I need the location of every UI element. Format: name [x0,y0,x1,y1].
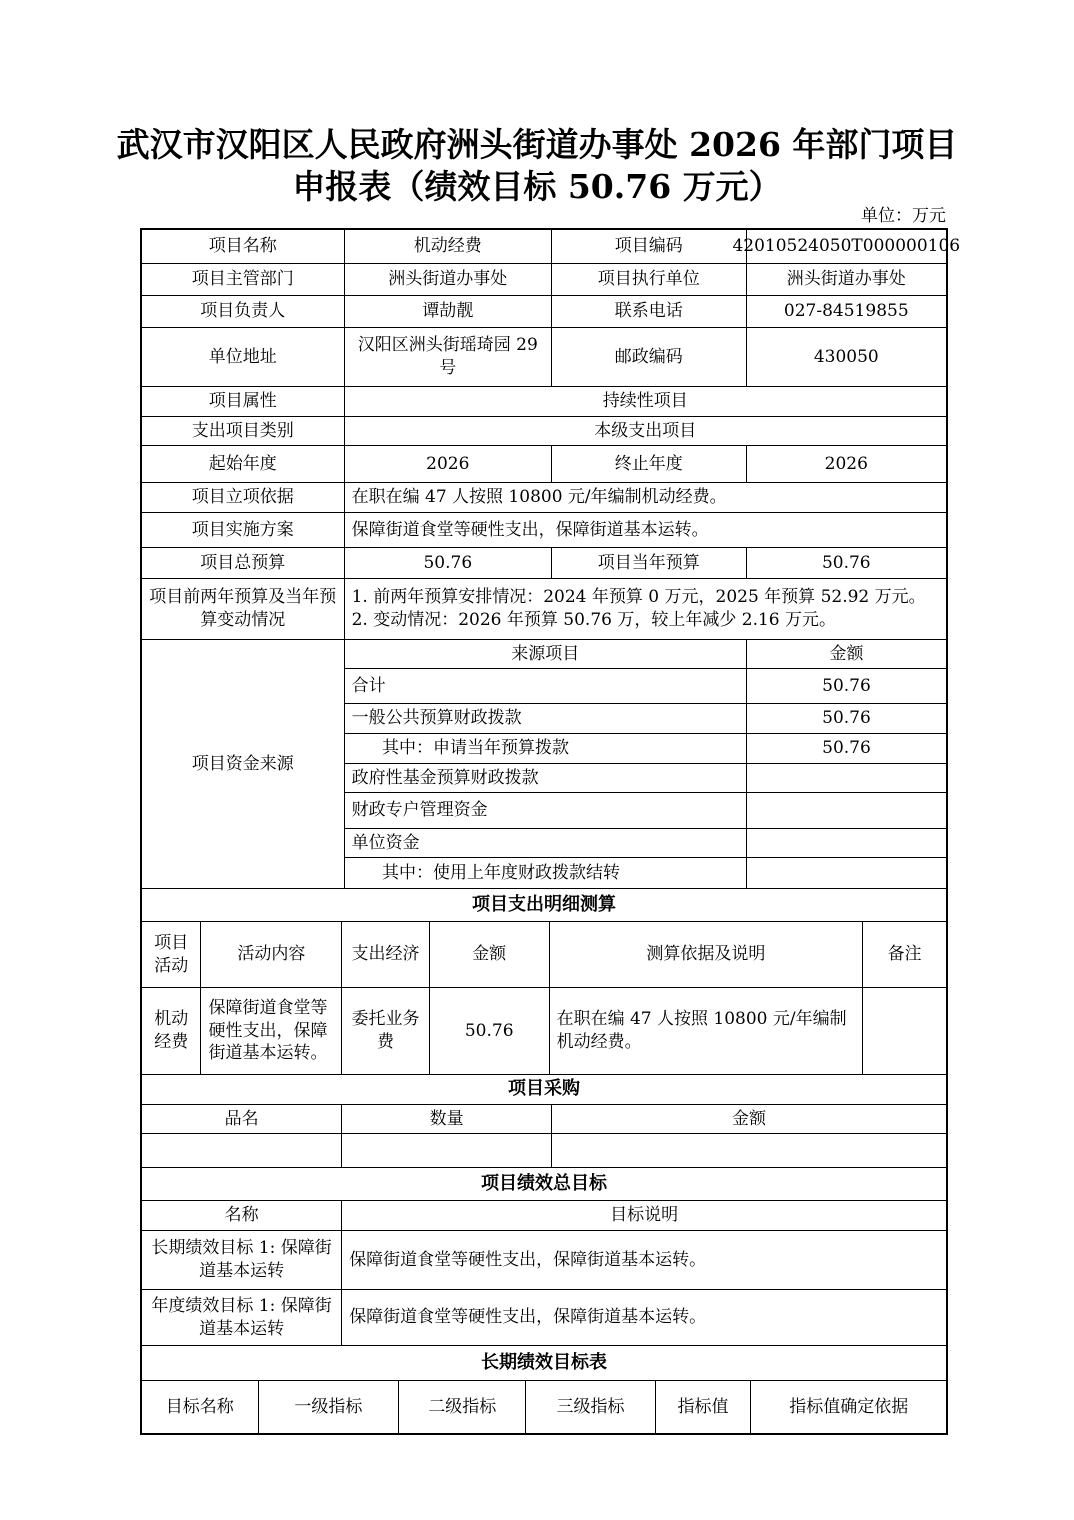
unit-note: 单位：万元 [861,206,946,226]
longterm-col-indicator-value: 指标值 [656,1381,752,1433]
table-row-basis [142,483,946,513]
procurement-col-quantity: 数量 [342,1105,552,1133]
value-implementation-plan: 保障街道食堂等硬性支出，保障街道基本运转。 [351,519,709,540]
funding-rows [345,640,946,888]
funding-row-govt-fund [345,764,946,793]
goal-longterm-name: 长期绩效目标 1: 保障街道基本运转 [142,1231,342,1289]
label-current-year-budget: 项目当年预算 [552,548,747,578]
detail-col-content: 活动内容 [201,922,342,987]
procurement-header-row [142,1105,946,1134]
project-declaration-table [140,228,961,1435]
document-title-line1: 武汉市汉阳区人民政府洲头街道办事处 2026 年部门项目 [116,125,958,164]
funding-amount-unit-funds [747,829,946,857]
label-contact-phone: 联系电话 [552,296,747,327]
detail-amount: 50.76 [430,988,550,1074]
procurement-empty-row [142,1134,946,1168]
table-row-dept [142,264,946,296]
value-current-year-budget: 50.76 [821,552,871,573]
detail-col-amount: 金额 [430,922,550,987]
detail-col-activity: 项目活动 [142,922,201,987]
funding-row-fiscal-account [345,793,946,829]
label-supervising-dept: 项目主管部门 [142,264,345,295]
funding-source-unit-funds: 单位资金 [345,829,747,857]
goals-title: 项目绩效总目标 [481,1172,607,1194]
longterm-title: 长期绩效目标表 [481,1351,607,1373]
budget-history-line1: 1. 前两年预算安排情况：2024 年预算 0 万元，2025 年预算 52.92 万元。 [351,587,926,608]
funding-amount-current-year-request: 50.76 [822,738,871,759]
label-budget-history: 项目前两年预算及当年预算变动情况 [142,579,345,639]
value-contact-phone: 027-84519855 [783,301,909,322]
funding-col-source: 来源项目 [345,640,747,668]
value-total-budget: 50.76 [345,548,552,578]
funding-row-total [345,669,946,704]
longterm-title-row [142,1346,946,1381]
label-executing-unit: 项目执行单位 [552,264,747,295]
longterm-col-value-basis: 指标值确定依据 [789,1396,909,1417]
funding-amount-total: 50.76 [822,675,871,696]
detail-section-title-row [142,889,946,922]
budget-history-line2: 2. 变动情况：2026 年预算 50.76 万，较上年减少 2.16 万元。 [351,610,837,630]
funding-row-carryover [345,858,946,888]
funding-amount-carryover [747,858,946,888]
table-row-attribute [142,387,946,417]
value-unit-address: 汉阳区洲头街瑶琦园 29 号 [345,328,552,386]
procurement-amount [552,1134,946,1167]
funding-row-current-year-request [345,734,946,764]
document-title-line2: 申报表（绩效目标 50.76 万元） [292,167,782,207]
label-project-leader: 项目负责人 [142,296,345,327]
funding-source-carryover: 其中：使用上年度财政拨款结转 [345,858,747,888]
value-postal-code: 430050 [813,346,879,367]
funding-source-govt-fund: 政府性基金预算财政拨款 [345,764,747,792]
table-row-budget-history [142,579,946,640]
table-row-implementation [142,513,946,548]
funding-source-total: 合计 [345,669,747,703]
value-expense-category: 本级支出项目 [594,420,697,441]
goals-header-row [142,1201,946,1231]
procurement-quantity [342,1134,552,1167]
detail-note [863,988,946,1074]
value-executing-unit: 洲头街道办事处 [786,269,906,290]
value-end-year: 2026 [824,453,868,474]
value-supervising-dept: 洲头街道办事处 [345,264,552,295]
funding-section [142,640,946,889]
table-row-leader [142,296,946,328]
detail-col-economy: 支出经济 [342,922,430,987]
value-project-name: 机动经费 [345,230,552,263]
label-start-year: 起始年度 [142,446,345,482]
funding-header-row [345,640,946,669]
longterm-col-level2: 二级指标 [399,1381,526,1433]
label-approval-basis: 项目立项依据 [142,483,345,512]
funding-source-current-year-request: 其中：申请当年预算拨款 [345,734,747,763]
goals-col-description: 目标说明 [610,1205,679,1226]
value-project-code: 42010524050T000000106 [732,236,961,257]
label-implementation-plan: 项目实施方案 [142,513,345,547]
detail-content: 保障街道食堂等硬性支出，保障街道基本运转。 [201,988,342,1074]
value-start-year: 2026 [345,446,552,482]
goal-row-longterm [142,1231,946,1290]
label-end-year: 终止年度 [552,446,747,482]
goals-title-row [142,1168,946,1201]
longterm-col-level1: 一级指标 [259,1381,400,1433]
procurement-title: 项目采购 [508,1078,580,1100]
detail-basis: 在职在编 47 人按照 10800 元/年编制机动经费。 [550,988,864,1074]
procurement-col-item: 品名 [142,1105,342,1133]
procurement-col-amount: 金额 [732,1108,767,1129]
detail-header-row [142,922,946,988]
funding-amount-general-public: 50.76 [822,708,871,729]
procurement-title-row [142,1075,946,1105]
longterm-col-level3: 三级指标 [526,1381,655,1433]
table-row-years [142,446,946,483]
label-expense-category: 支出项目类别 [142,417,345,445]
goals-col-name: 名称 [142,1201,342,1230]
label-unit-address: 单位地址 [142,328,345,386]
funding-source-fiscal-account: 财政专户管理资金 [345,793,747,828]
table-row-project-name [142,230,961,264]
label-postal-code: 邮政编码 [552,328,747,386]
goal-annual-name: 年度绩效目标 1: 保障街道基本运转 [142,1290,342,1345]
label-project-attribute: 项目属性 [142,387,345,416]
value-approval-basis: 在职在编 47 人按照 10800 元/年编制机动经费。 [351,487,727,508]
document-title [60,124,1014,208]
goal-row-annual [142,1290,946,1346]
funding-amount-govt-fund [747,764,946,792]
value-project-leader: 谭劼靓 [345,296,552,327]
value-budget-history [345,579,946,639]
value-project-attribute: 持续性项目 [602,391,688,412]
detail-section-title: 项目支出明细测算 [472,893,616,915]
table-row-address [142,328,946,387]
longterm-col-goal-name: 目标名称 [142,1381,259,1433]
detail-economy: 委托业务费 [342,988,430,1074]
detail-col-note: 备注 [887,944,922,965]
longterm-header-row [142,1381,946,1433]
table-row-budget [142,548,946,579]
funding-row-unit-funds [345,829,946,858]
funding-row-general-public [345,704,946,734]
funding-section-label: 项目资金来源 [142,640,345,888]
procurement-item [142,1134,342,1167]
label-total-budget: 项目总预算 [142,548,345,578]
label-project-name: 项目名称 [142,230,345,263]
goal-longterm-desc: 保障街道食堂等硬性支出，保障街道基本运转。 [349,1249,707,1270]
detail-col-basis: 测算依据及说明 [550,922,864,987]
funding-col-amount: 金额 [829,643,864,664]
detail-data-row [142,988,946,1075]
funding-source-general-public: 一般公共预算财政拨款 [345,704,747,733]
detail-activity: 机动经费 [142,988,201,1074]
table-row-expense-category [142,417,946,446]
funding-amount-fiscal-account [747,793,946,828]
goal-annual-desc: 保障街道食堂等硬性支出，保障街道基本运转。 [349,1307,707,1328]
label-project-code: 项目编码 [552,230,747,263]
